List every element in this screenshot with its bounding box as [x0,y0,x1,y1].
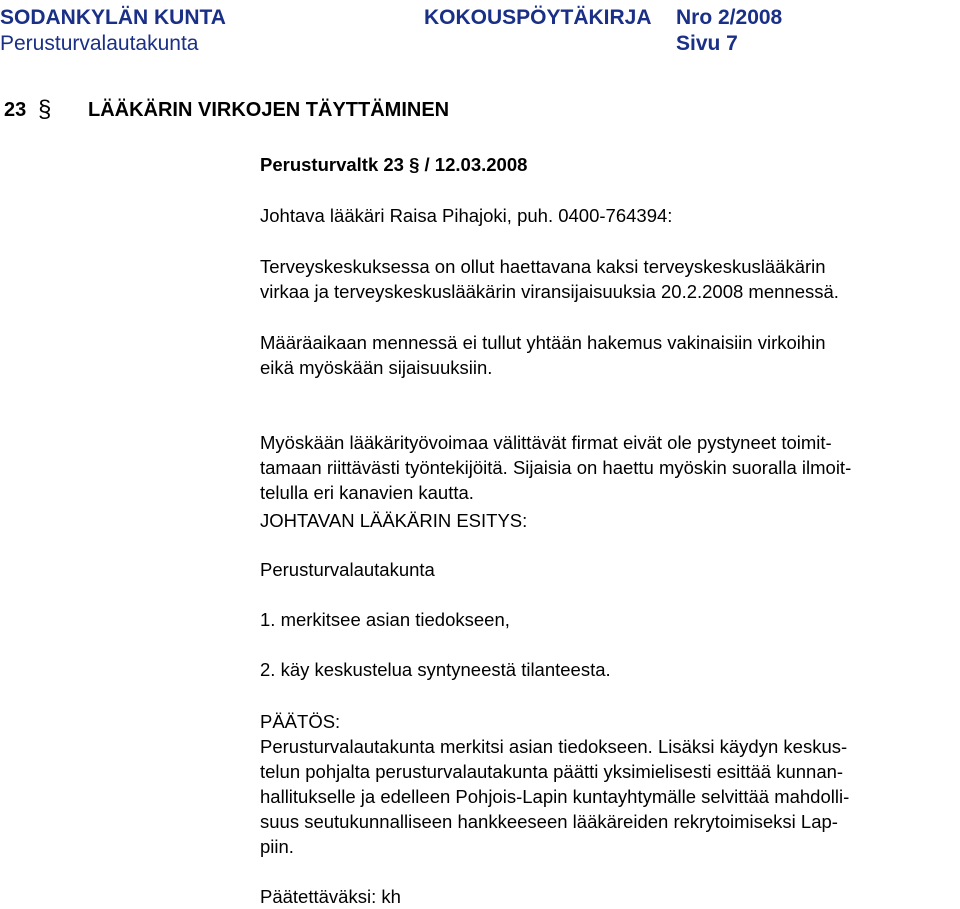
document-number: Nro 2/2008 [676,6,783,29]
text-line: eikä myöskään sijaisuuksiin. [260,357,493,378]
page-number: Sivu 7 [676,32,738,55]
executor-line: Päätettäväksi: kh [260,886,401,907]
paragraph-vacancies [260,254,960,304]
section-title: LÄÄKÄRIN VIRKOJEN TÄYTTÄMINEN [88,99,450,121]
section-number: 23 [4,99,27,121]
proposal-body: Perusturvalautakunta [260,559,435,580]
text-line: telulla eri kanavien kautta. [260,482,474,503]
text-line: suus seutukunnalliseen hankkeeseen lääkäreiden rekrytoimiseksi Lap- [260,811,838,832]
proposal-heading: JOHTAVAN LÄÄKÄRIN ESITYS: [260,510,528,531]
text-line: Terveyskeskuksessa on ollut haettavana kaksi terveyskeskuslääkärin [260,256,826,277]
decision-heading: PÄÄTÖS: [260,711,341,732]
presenter-line: Johtava lääkäri Raisa Pihajoki, puh. 0400-764394: [260,205,673,226]
text-line: telun pohjalta perusturvalautakunta päätti yksimielisesti esittää kunnan- [260,761,844,782]
proposal-item-1: 1. merkitsee asian tiedokseen, [260,609,510,630]
committee-name: Perusturvalautakunta [0,32,199,55]
document-type: KOKOUSPÖYTÄKIRJA [424,6,652,29]
text-line: hallitukselle ja edelleen Pohjois-Lapin kuntayhtymälle selvittää mahdolli- [260,786,850,807]
municipality-name: SODANKYLÄN KUNTA [0,6,226,29]
section-symbol: § [38,96,52,123]
paragraph-agencies [260,430,960,505]
text-line: Määräaikaan mennessä ei tullut yhtään hakemus vakinaisiin virkoihin [260,332,826,353]
text-line: virkaa ja terveyskeskuslääkärin viransijaisuuksia 20.2.2008 mennessä. [260,281,839,302]
meeting-reference: Perusturvaltk 23 § / 12.03.2008 [260,154,528,175]
text-line: tamaan riittävästi työntekijöitä. Sijaisia on haettu myöskin suoralla ilmoit- [260,457,852,478]
paragraph-applications [260,330,960,380]
decision-paragraph [260,734,960,859]
document-body [260,0,960,906]
text-line: Perusturvalautakunta merkitsi asian tiedokseen. Lisäksi käydyn keskus- [260,736,848,757]
proposal-item-2: 2. käy keskustelua syntyneestä tilanteesta. [260,659,611,680]
text-line: piin. [260,836,294,857]
text-line: Myöskään lääkärityövoimaa välittävät firmat eivät ole pystyneet toimit- [260,432,832,453]
